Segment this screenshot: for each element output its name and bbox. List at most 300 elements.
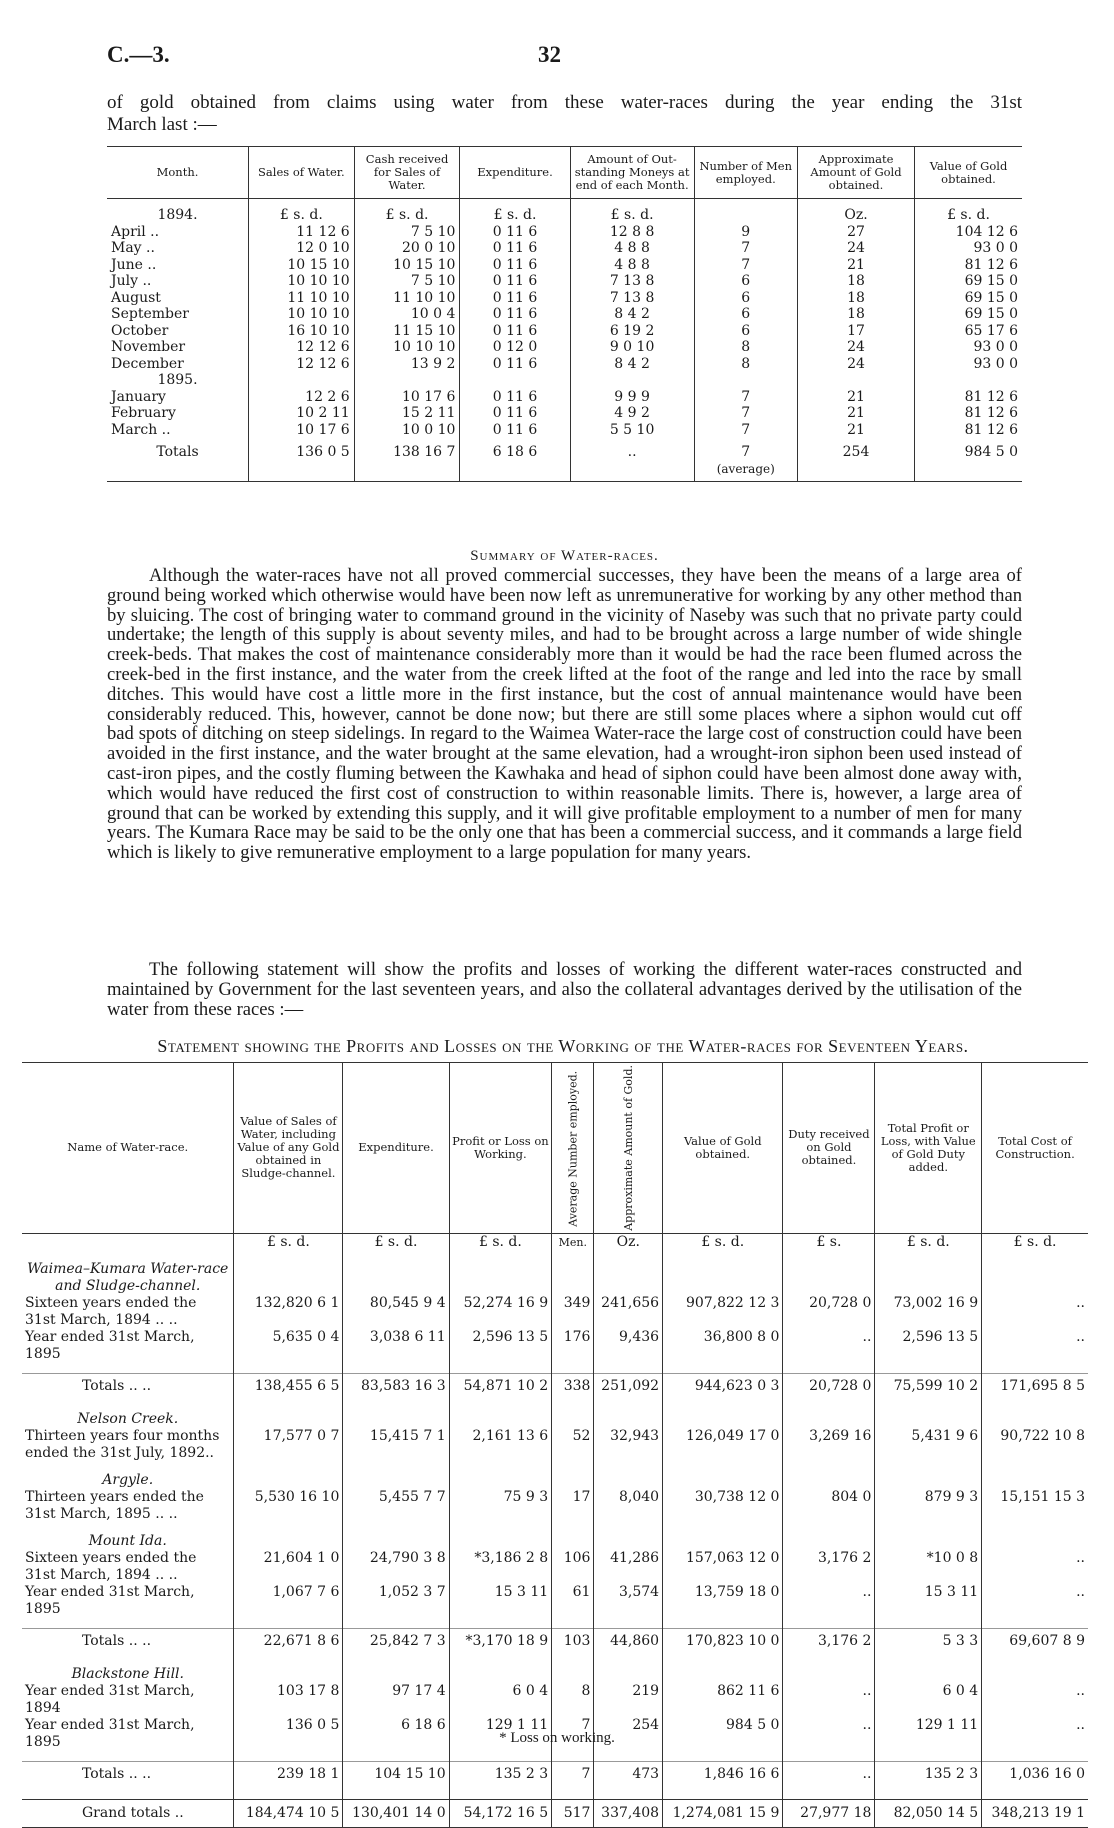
cash-cell: 7 5 10 — [354, 273, 460, 290]
empty-cell — [449, 1618, 552, 1629]
empty-cell — [594, 1533, 663, 1550]
gold-value-cell: 81 12 6 — [915, 422, 1022, 439]
empty-cell — [552, 1656, 594, 1666]
empty-cell — [783, 1411, 875, 1428]
empty-cell — [552, 1618, 594, 1629]
gold-value-cell: 93 0 0 — [915, 240, 1022, 257]
empty-cell — [663, 1363, 783, 1374]
men-cell: 6 — [694, 323, 797, 340]
empty-cell — [783, 1523, 875, 1533]
table-row — [107, 356, 1022, 373]
empty-cell — [594, 1618, 663, 1629]
empty-cell — [449, 1251, 552, 1261]
gold-oz-cell: 21 — [797, 257, 914, 274]
empty-cell — [875, 1401, 982, 1411]
empty-cell — [982, 1472, 1088, 1489]
totals-label: Totals — [107, 438, 249, 482]
table-row — [22, 1489, 1088, 1523]
empty-cell — [234, 1261, 343, 1295]
col-race-gold-oz: Approximate Amount of Gold. — [594, 1063, 663, 1234]
table-row — [107, 405, 1022, 422]
sales-cell: 22,671 8 6 — [234, 1628, 343, 1656]
outstanding-cell: 9 9 9 — [570, 389, 694, 406]
profit-loss-cell: 129 1 11 — [449, 1717, 552, 1751]
sales-cell: 12 0 10 — [249, 240, 355, 257]
empty-cell — [343, 1401, 449, 1411]
month-cell: December — [111, 355, 184, 372]
empty-cell — [875, 1411, 982, 1428]
expenditure-cell: 25,842 7 3 — [343, 1628, 449, 1656]
construction-cost-cell: .. — [982, 1683, 1088, 1717]
sales-cell: 16 10 10 — [249, 323, 355, 340]
construction-cost-cell: .. — [982, 1584, 1088, 1618]
col-race-men: Average Number employed. — [552, 1063, 594, 1234]
empty-cell — [234, 1533, 343, 1550]
table-row — [22, 1799, 1088, 1827]
men-cell: 7 — [694, 422, 797, 439]
total-profit-cell: 15 3 11 — [875, 1584, 982, 1618]
total-profit-cell: 73,002 16 9 — [875, 1295, 982, 1329]
expenditure-cell: 0 11 6 — [460, 422, 570, 439]
empty-cell — [594, 1751, 663, 1762]
intro-line-2: March last :— — [107, 114, 217, 135]
race-period-cell: Grand totals .. — [22, 1799, 234, 1827]
empty-cell — [663, 1533, 783, 1550]
sales-cell: 184,474 10 5 — [234, 1799, 343, 1827]
unit-label: £ s. d. — [982, 1233, 1088, 1251]
empty-cell — [783, 1401, 875, 1411]
gold-oz-cell: 254 — [797, 438, 914, 482]
empty-cell — [449, 1789, 552, 1800]
outstanding-cell: 8 4 2 — [570, 306, 694, 323]
empty-cell — [552, 1251, 594, 1261]
month-cell: April .. — [111, 223, 160, 240]
empty-cell — [594, 1363, 663, 1374]
profit-loss-cell: 135 2 3 — [449, 1761, 552, 1789]
race-period-cell: Totals .. .. — [22, 1628, 234, 1656]
empty-cell — [552, 1411, 594, 1428]
gold-value-cell: 93 0 0 — [915, 356, 1022, 373]
spacer-row — [22, 1523, 1088, 1533]
table-row — [107, 240, 1022, 257]
month-cell: May .. — [111, 240, 155, 256]
monthly-table — [107, 146, 1022, 482]
col-race-cost: Total Cost of Construction. — [982, 1063, 1088, 1234]
gold-oz-cell: 473 — [594, 1761, 663, 1789]
col-men: Number of Men employed. — [694, 147, 797, 199]
month-cell: June .. — [111, 256, 157, 273]
empty-cell — [22, 1656, 234, 1666]
col-race-name: Name of Water-race. — [22, 1063, 234, 1234]
empty-cell — [449, 1751, 552, 1762]
empty-cell — [343, 1656, 449, 1666]
expenditure-cell: 0 11 6 — [460, 240, 570, 257]
empty-cell — [783, 1656, 875, 1666]
gold-value-cell: 907,822 12 3 — [663, 1295, 783, 1329]
race-period-cell: Year ended 31st March, 1895 — [25, 1716, 195, 1750]
empty-cell — [354, 372, 460, 389]
empty-cell — [783, 1472, 875, 1489]
empty-cell — [449, 1666, 552, 1683]
gold-oz-cell: 27 — [797, 224, 914, 241]
col-sales: Sales of Water. — [249, 147, 355, 199]
empty-cell — [449, 1363, 552, 1374]
outstanding-cell: 12 8 8 — [570, 224, 694, 241]
men-cell — [694, 438, 797, 482]
unit-label: £ s. d. — [915, 199, 1022, 224]
duty-cell: 27,977 18 — [783, 1799, 875, 1827]
table-row — [107, 257, 1022, 274]
empty-cell — [22, 1751, 234, 1762]
empty-cell — [594, 1523, 663, 1533]
gold-value-cell: 30,738 12 0 — [663, 1489, 783, 1523]
gold-oz-cell: 24 — [797, 240, 914, 257]
group-title-row — [22, 1533, 1088, 1550]
group-title-row — [22, 1411, 1088, 1428]
outstanding-cell: 4 9 2 — [570, 405, 694, 422]
men-cell: 7 — [694, 405, 797, 422]
empty-cell — [875, 1789, 982, 1800]
empty-cell — [594, 1656, 663, 1666]
duty-cell: .. — [783, 1584, 875, 1618]
gold-value-cell: 93 0 0 — [915, 339, 1022, 356]
empty-cell — [594, 1462, 663, 1472]
empty-cell — [22, 1618, 234, 1629]
unit-label: £ s. d. — [249, 199, 355, 224]
table-row — [22, 1550, 1088, 1584]
footnote: * Loss on working. — [499, 1730, 615, 1746]
table-row — [107, 306, 1022, 323]
duty-cell: 3,176 2 — [783, 1550, 875, 1584]
empty-cell — [875, 1462, 982, 1472]
profit-loss-cell: *3,170 18 9 — [449, 1628, 552, 1656]
sales-cell: 12 2 6 — [249, 389, 355, 406]
construction-cost-cell: 171,695 8 5 — [982, 1373, 1088, 1401]
total-profit-cell: *10 0 8 — [875, 1550, 982, 1584]
construction-cost-cell: 90,722 10 8 — [982, 1428, 1088, 1462]
empty-cell — [449, 1533, 552, 1550]
document-reference: C.—3. — [107, 42, 170, 67]
group-title-row — [22, 1666, 1088, 1683]
empty-cell — [449, 1523, 552, 1533]
table-row — [107, 422, 1022, 439]
expenditure-cell: 0 11 6 — [460, 290, 570, 307]
empty-cell — [552, 1363, 594, 1374]
sales-cell: 5,530 16 10 — [234, 1489, 343, 1523]
empty-cell — [570, 372, 694, 389]
gold-value-cell: 984 5 0 — [663, 1717, 783, 1751]
empty-cell — [249, 372, 355, 389]
table-row — [22, 1295, 1088, 1329]
empty-cell — [234, 1523, 343, 1533]
profit-loss-cell: 2,161 13 6 — [449, 1428, 552, 1462]
cash-cell: 10 0 4 — [354, 306, 460, 323]
empty-cell — [343, 1251, 449, 1261]
col-cash: Cash received for Sales of Water. — [354, 147, 460, 199]
month-cell: February — [111, 405, 176, 421]
empty-cell — [343, 1618, 449, 1629]
men-cell: 176 — [552, 1329, 594, 1363]
empty-cell — [875, 1618, 982, 1629]
empty-cell — [663, 1523, 783, 1533]
table-row — [107, 339, 1022, 356]
sales-cell: 12 12 6 — [249, 356, 355, 373]
expenditure-cell: 0 11 6 — [460, 389, 570, 406]
total-profit-cell: 6 0 4 — [875, 1683, 982, 1717]
sales-cell: 1,067 7 6 — [234, 1584, 343, 1618]
gold-value-cell: 65 17 6 — [915, 323, 1022, 340]
gold-value-cell: 1,846 16 6 — [663, 1761, 783, 1789]
spacer-row — [22, 1251, 1088, 1261]
men-cell: 7 — [694, 240, 797, 257]
expenditure-cell: 1,052 3 7 — [343, 1584, 449, 1618]
spacer-row — [22, 1462, 1088, 1472]
empty-cell — [22, 1523, 234, 1533]
empty-cell — [552, 1666, 594, 1683]
col-gold-value: Value of Gold obtained. — [915, 147, 1022, 199]
empty-cell — [982, 1261, 1088, 1295]
men-cell: 6 — [694, 290, 797, 307]
empty-cell — [783, 1261, 875, 1295]
empty-cell — [875, 1472, 982, 1489]
empty-cell — [982, 1666, 1088, 1683]
profit-loss-cell: 15 3 11 — [449, 1584, 552, 1618]
construction-cost-cell: .. — [982, 1717, 1088, 1751]
empty-cell — [234, 1251, 343, 1261]
month-cell: August — [111, 289, 161, 306]
gold-oz-cell: 18 — [797, 273, 914, 290]
table-row — [22, 1628, 1088, 1656]
duty-cell: .. — [783, 1761, 875, 1789]
duty-cell: 3,269 16 — [783, 1428, 875, 1462]
empty-cell — [460, 372, 570, 389]
total-profit-cell: 2,596 13 5 — [875, 1329, 982, 1363]
unit-label: £ s. d. — [663, 1233, 783, 1251]
men-cell: 17 — [552, 1489, 594, 1523]
col-race-total: Total Profit or Loss, with Value of Gold Duty added. — [875, 1063, 982, 1234]
table-row — [22, 1584, 1088, 1618]
men-cell: 7 — [552, 1761, 594, 1789]
empty-cell — [594, 1411, 663, 1428]
empty-cell — [594, 1666, 663, 1683]
gold-oz-cell: 18 — [797, 306, 914, 323]
empty-cell — [663, 1618, 783, 1629]
expenditure-cell: 0 11 6 — [460, 224, 570, 241]
sales-cell: 10 10 10 — [249, 273, 355, 290]
group-title-row — [22, 1261, 1088, 1295]
men-cell: 52 — [552, 1428, 594, 1462]
men-cell: 338 — [552, 1373, 594, 1401]
sales-cell: 10 17 6 — [249, 422, 355, 439]
gold-oz-cell: 254 — [594, 1717, 663, 1751]
duty-cell: 3,176 2 — [783, 1628, 875, 1656]
gold-value-cell: 69 15 0 — [915, 273, 1022, 290]
men-cell: 106 — [552, 1550, 594, 1584]
profit-loss-cell: 6 0 4 — [449, 1683, 552, 1717]
empty-cell — [982, 1533, 1088, 1550]
empty-cell — [552, 1462, 594, 1472]
unit-label: Oz. — [797, 199, 914, 224]
total-profit-cell: 129 1 11 — [875, 1717, 982, 1751]
cash-cell: 10 15 10 — [354, 257, 460, 274]
sales-cell: 10 10 10 — [249, 306, 355, 323]
gold-value-cell: 104 12 6 — [915, 224, 1022, 241]
gold-oz-cell: 21 — [797, 422, 914, 439]
outstanding-cell: 8 4 2 — [570, 356, 694, 373]
race-period-cell: Totals .. .. — [22, 1373, 234, 1401]
gold-oz-cell: 24 — [797, 339, 914, 356]
empty-cell — [694, 372, 797, 389]
empty-cell — [797, 372, 914, 389]
outstanding-cell: 7 13 8 — [570, 273, 694, 290]
sales-cell: 12 12 6 — [249, 339, 355, 356]
unit-label — [694, 199, 797, 224]
gold-value-cell: 1,274,081 15 9 — [663, 1799, 783, 1827]
empty-cell — [343, 1533, 449, 1550]
sales-cell: 132,820 6 1 — [234, 1295, 343, 1329]
table-row — [107, 290, 1022, 307]
empty-cell — [663, 1472, 783, 1489]
unit-label: £ s. d. — [354, 199, 460, 224]
empty-cell — [22, 1251, 234, 1261]
expenditure-cell: 0 12 0 — [460, 339, 570, 356]
spacer-row — [22, 1363, 1088, 1374]
sales-cell: 10 15 10 — [249, 257, 355, 274]
empty-cell — [234, 1411, 343, 1428]
gold-value-cell: 69 15 0 — [915, 306, 1022, 323]
gold-oz-cell: 9,436 — [594, 1329, 663, 1363]
men-cell: 7 — [552, 1717, 594, 1751]
col-month: Month. — [107, 147, 249, 199]
men-cell: 7 — [694, 257, 797, 274]
gold-oz-cell: 41,286 — [594, 1550, 663, 1584]
table-row — [22, 1428, 1088, 1462]
empty-cell — [783, 1251, 875, 1261]
page-number: 32 — [538, 42, 561, 67]
empty-cell — [449, 1472, 552, 1489]
expenditure-cell: 0 11 6 — [460, 405, 570, 422]
cash-cell: 138 16 7 — [354, 438, 460, 482]
empty-cell — [552, 1401, 594, 1411]
empty-cell — [982, 1251, 1088, 1261]
spacer-row — [22, 1401, 1088, 1411]
race-period-cell: Sixteen years ended the 31st March, 1894 .. .. — [25, 1294, 197, 1328]
empty-cell — [663, 1401, 783, 1411]
outstanding-cell: .. — [570, 438, 694, 482]
col-gold-oz: Approximate Amount of Gold obtained. — [797, 147, 914, 199]
empty-cell — [982, 1401, 1088, 1411]
avg-note: (average) — [716, 461, 775, 476]
expenditure-cell: 97 17 4 — [343, 1683, 449, 1717]
gold-value-cell: 81 12 6 — [915, 405, 1022, 422]
outstanding-cell: 9 0 10 — [570, 339, 694, 356]
expenditure-cell: 24,790 3 8 — [343, 1550, 449, 1584]
statement-intro-paragraph: The following statement will show the profits and losses of working the different water-races constructed and maintained by Government for the last seventeen years, and also the collateral advantages derived by the utilisation of the water from these races :— — [107, 959, 1022, 1020]
outstanding-cell: 4 8 8 — [570, 257, 694, 274]
empty-cell — [343, 1261, 449, 1295]
race-period-cell: Year ended 31st March, 1895 — [25, 1583, 195, 1617]
sales-cell: 5,635 0 4 — [234, 1329, 343, 1363]
gold-oz-cell: 24 — [797, 356, 914, 373]
construction-cost-cell: 69,607 8 9 — [982, 1628, 1088, 1656]
empty-cell — [449, 1261, 552, 1295]
empty-cell — [783, 1363, 875, 1374]
men-cell: 8 — [552, 1683, 594, 1717]
race-period-cell: Year ended 31st March, 1894 — [25, 1682, 195, 1716]
race-name: Mount Ida. — [88, 1532, 167, 1549]
sales-cell: 17,577 0 7 — [234, 1428, 343, 1462]
empty-cell — [234, 1401, 343, 1411]
empty-cell — [594, 1472, 663, 1489]
men-cell: 9 — [694, 224, 797, 241]
expenditure-cell: 104 15 10 — [343, 1761, 449, 1789]
col-race-profit: Profit or Loss on Working. — [449, 1063, 552, 1234]
duty-cell: 20,728 0 — [783, 1373, 875, 1401]
gold-oz-cell: 8,040 — [594, 1489, 663, 1523]
empty-cell — [343, 1751, 449, 1762]
empty-cell — [875, 1656, 982, 1666]
unit-label: £ s. d. — [460, 199, 570, 224]
year-label: 1894. — [157, 207, 198, 223]
sales-cell: 136 0 5 — [249, 438, 355, 482]
empty-cell — [343, 1462, 449, 1472]
group-title-row — [22, 1472, 1088, 1489]
empty-cell — [594, 1401, 663, 1411]
gold-oz-cell: 337,408 — [594, 1799, 663, 1827]
outstanding-cell: 6 19 2 — [570, 323, 694, 340]
water-races-table — [22, 1062, 1088, 1828]
col-expenditure: Expenditure. — [460, 147, 570, 199]
sales-cell: 11 12 6 — [249, 224, 355, 241]
empty-cell — [552, 1751, 594, 1762]
cash-cell: 15 2 11 — [354, 405, 460, 422]
profit-loss-cell: *3,186 2 8 — [449, 1550, 552, 1584]
expenditure-cell: 0 11 6 — [460, 356, 570, 373]
gold-oz-cell: 18 — [797, 290, 914, 307]
empty-cell — [22, 1401, 234, 1411]
empty-cell — [663, 1789, 783, 1800]
empty-cell — [663, 1462, 783, 1472]
empty-cell — [343, 1666, 449, 1683]
empty-cell — [552, 1523, 594, 1533]
cash-cell: 11 15 10 — [354, 323, 460, 340]
month-cell: March .. — [111, 421, 171, 438]
year-row — [107, 372, 1022, 389]
empty-cell — [783, 1751, 875, 1762]
construction-cost-cell: 15,151 15 3 — [982, 1489, 1088, 1523]
sales-cell: 138,455 6 5 — [234, 1373, 343, 1401]
statement-title: Statement showing the Profits and Losses on the Working of the Water-races for Seventeen Years. — [157, 1036, 969, 1056]
gold-value-cell: 69 15 0 — [915, 290, 1022, 307]
outstanding-cell: 4 8 8 — [570, 240, 694, 257]
profit-loss-cell: 2,596 13 5 — [449, 1329, 552, 1363]
race-period-cell: Thirteen years ended the 31st March, 1895 .. .. — [25, 1488, 204, 1522]
empty-cell — [875, 1363, 982, 1374]
empty-cell — [552, 1789, 594, 1800]
intro-line-1: of gold obtained from claims using water from these water-races during the year ending the 31st — [107, 92, 1022, 113]
spacer-row — [22, 1751, 1088, 1762]
gold-value-cell: 157,063 12 0 — [663, 1550, 783, 1584]
units-row — [107, 199, 1022, 224]
cash-cell: 7 5 10 — [354, 224, 460, 241]
gold-oz-cell: 44,860 — [594, 1628, 663, 1656]
unit-label: £ s. — [783, 1233, 875, 1251]
col-outstanding: Amount of Out-standing Moneys at end of each Month. — [570, 147, 694, 199]
totals-row — [107, 438, 1022, 482]
gold-oz-cell: 21 — [797, 389, 914, 406]
race-name: Nelson Creek. — [77, 1410, 179, 1427]
profit-loss-cell: 54,172 16 5 — [449, 1799, 552, 1827]
